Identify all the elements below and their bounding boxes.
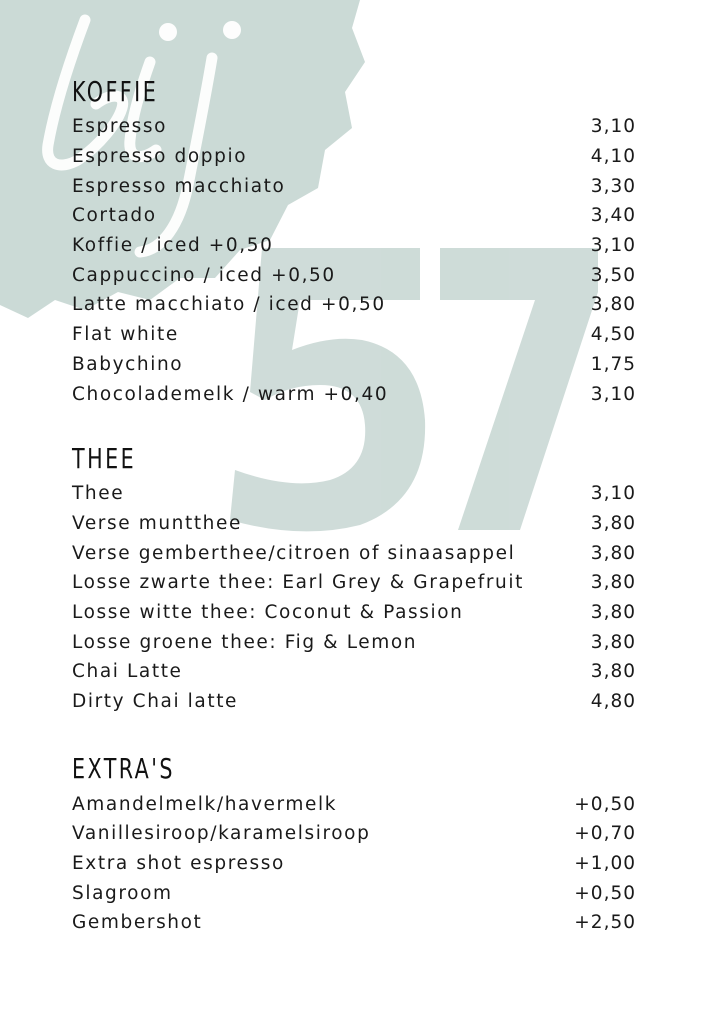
item-price: 3,10 [590,116,636,138]
item-price: +0,70 [574,823,636,845]
menu-item [72,112,636,142]
item-name: Espresso doppio [72,146,248,168]
menu-item [72,789,636,819]
item-name: Thee [72,483,125,505]
item-price: 3,50 [590,264,636,286]
menu-item [72,231,636,261]
item-price: 3,80 [590,631,636,653]
menu-item [72,538,636,568]
item-name: Flat white [72,324,179,346]
menu-item [72,479,636,509]
item-name: Cappuccino / iced +0,50 [72,264,336,286]
menu-item [72,849,636,879]
item-name: Espresso [72,116,168,138]
menu-item [72,687,636,717]
menu-item [72,171,636,201]
item-name: Losse zwarte thee: Earl Grey & Grapefruit [72,572,524,594]
item-price: 3,80 [590,542,636,564]
menu-item [72,290,636,320]
item-list [72,789,636,937]
menu-item [72,657,636,687]
menu-section-3 [72,749,636,937]
item-price: +0,50 [574,793,636,815]
item-price: 3,10 [590,483,636,505]
item-price: +0,50 [574,882,636,904]
item-name: Latte macchiato / iced +0,50 [72,294,386,316]
item-price: 4,50 [590,324,636,346]
menu-item [72,260,636,290]
section-title: KOFFIE [72,75,159,108]
menu-section-1 [72,72,636,409]
menu-item [72,142,636,172]
item-price: 4,10 [590,146,636,168]
item-price: 1,75 [590,353,636,375]
menu-section-2 [72,439,636,717]
item-name: Losse witte thee: Coconut & Passion [72,601,464,623]
menu-item [72,509,636,539]
item-price: 3,80 [590,294,636,316]
menu-item [72,350,636,380]
menu-item [72,627,636,657]
item-name: Verse gemberthee/citroen of sinaasappel [72,542,516,564]
item-price: 3,10 [590,383,636,405]
item-price: 3,80 [590,512,636,534]
item-name: Extra shot espresso [72,853,285,875]
item-list [72,112,636,409]
item-price: 3,40 [590,205,636,227]
item-list [72,479,636,717]
menu-item [72,819,636,849]
item-name: Chai Latte [72,661,183,683]
item-price: 4,80 [590,691,636,713]
item-price: +1,00 [574,853,636,875]
item-name: Koffie / iced +0,50 [72,235,274,257]
item-name: Slagroom [72,882,173,904]
menu-item [72,201,636,231]
item-name: Amandelmelk/havermelk [72,793,338,815]
item-name: Chocolademelk / warm +0,40 [72,383,389,405]
menu-item [72,878,636,908]
item-name: Espresso macchiato [72,175,286,197]
menu-item [72,379,636,409]
item-name: Losse groene thee: Fig & Lemon [72,631,418,653]
item-price: 3,10 [590,235,636,257]
item-name: Vanillesiroop/karamelsiroop [72,823,371,845]
item-price: 3,80 [590,601,636,623]
section-title: EXTRA'S [72,752,175,786]
item-name: Babychino [72,353,184,375]
item-price: 3,80 [590,572,636,594]
section-title: THEE [72,441,137,475]
item-name: Dirty Chai latte [72,691,239,713]
logo-j-dot [223,21,241,39]
item-name: Cortado [72,205,157,227]
menu-item [72,568,636,598]
logo-i-dot [159,23,177,41]
item-price: +2,50 [574,912,636,934]
menu-item [72,320,636,350]
price-menu [72,72,636,938]
item-name: Gembershot [72,912,203,934]
item-price: 3,30 [590,175,636,197]
item-price: 3,80 [590,661,636,683]
menu-item [72,908,636,938]
menu-item [72,598,636,628]
item-name: Verse muntthee [72,512,242,534]
